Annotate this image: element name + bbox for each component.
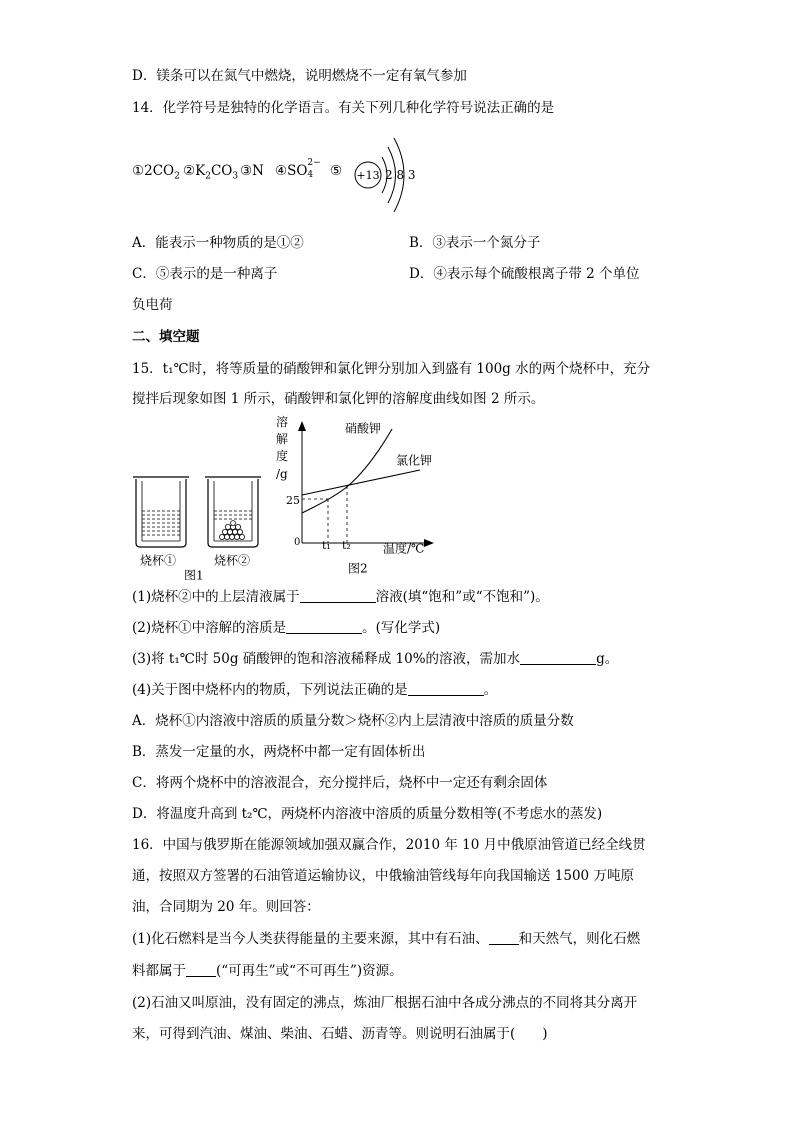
q15-option-d: D．将温度升高到 t₂℃，两烧杯内溶液中溶质的质量分数相等(不考虑水的蒸发) [132, 806, 603, 822]
answer-blank-6[interactable] [186, 963, 216, 977]
beaker-1-label: 烧杯① [140, 553, 177, 568]
answer-blank-2[interactable] [286, 620, 362, 634]
q15-stem-line2: 搅拌后现象如图 1 所示，硝酸钾和氯化钾的溶解度曲线如图 2 所示。 [132, 391, 545, 407]
kcl-curve-label: 氯化钾 [396, 453, 433, 468]
q16-part1-line2: 料都属于 (“可再生”或“不可再生”)资源。 [132, 963, 403, 979]
symbol-so4: ④SO 2− 4 [275, 158, 321, 180]
q14-option-b: B．③表示一个氮分子 [409, 235, 541, 251]
q14-option-c: C．⑤表示的是一种离子 [132, 266, 278, 282]
q14-option-a: A．能表示一种物质的是①② [132, 235, 304, 251]
answer-blank-1[interactable] [300, 589, 376, 603]
section-title-fill-in: 二、填空题 [132, 329, 200, 345]
figure-1-caption: 图1 [184, 568, 204, 580]
q15-part3: (3)将 t₁℃时 50g 硝酸钾的饱和溶液稀释成 10%的溶液，需加水 g。 [132, 651, 619, 667]
q16-stem-line1: 16．中国与俄罗斯在能源领域加强双赢合作，2010 年 10 月中俄原油管道已经全线贯 [132, 837, 646, 853]
beaker-2-label: 烧杯② [214, 553, 251, 568]
nucleus-charge: +13 [356, 169, 380, 182]
y-tick-25: 25 [286, 493, 300, 507]
electron-counts: 2 8 3 [385, 168, 416, 182]
symbol-n: ③N [240, 163, 264, 179]
y-axis-label-3: 度 [276, 448, 289, 463]
aluminum-atom-structure-diagram [350, 130, 430, 220]
q16-part1-line1: (1)化石燃料是当今人类获得能量的主要来源，其中有石油、 和天然气，则化石燃 [132, 931, 641, 947]
answer-blank-3[interactable] [520, 651, 596, 665]
q15-part1: (1)烧杯②中的上层清液属于 溶液(填“饱和”或“不饱和”)。 [132, 589, 549, 605]
q14-option-d: D．④表示每个硫酸根离子带 2 个单位 [409, 266, 640, 282]
y-axis-arrow-icon [298, 421, 306, 431]
x-tick-t1: t₁ [322, 538, 331, 552]
answer-blank-4[interactable] [408, 682, 484, 696]
symbol-2co2: $①2CO_2$ [132, 163, 180, 182]
q15-option-b: B．蒸发一定量的水，两烧杯中都一定有固体析出 [132, 744, 426, 760]
symbol-5-label: ⑤ [330, 163, 343, 179]
x-axis-label: 温度/℃ [383, 541, 425, 556]
q15-option-c: C．将两个烧杯中的溶液混合，充分搅拌后，烧杯中一定还有剩余固体 [132, 775, 548, 791]
origin-label: 0 [294, 537, 301, 548]
undissolved-solid-icon [219, 521, 244, 540]
q15-part2: (2)烧杯①中溶解的溶质是 。(写化学式) [132, 620, 441, 636]
q15-option-a: A．烧杯①内溶液中溶质的质量分数＞烧杯②内上层清液中溶质的质量分数 [132, 713, 574, 729]
beaker-2 [205, 477, 261, 547]
symbol-k2co3: $②K_2CO_3$ [183, 163, 239, 182]
kno3-curve-label: 硝酸钾 [345, 421, 382, 436]
y-axis-label-1: 溶 [276, 415, 289, 429]
answer-blank-5[interactable] [489, 931, 519, 945]
x-axis-arrow-icon [424, 539, 434, 547]
q15-stem-line1: 15．t₁℃时，将等质量的硝酸钾和氯化钾分别加入到盛有 100g 水的两个烧杯中，充分 [132, 361, 651, 377]
y-axis-label-4: /g [276, 466, 288, 481]
y-axis-label-2: 解 [276, 431, 289, 446]
x-tick-t2: t₂ [342, 538, 351, 552]
beaker-1 [133, 477, 189, 547]
q16-stem-line2: 通，按照双方签署的石油管道运输协议，中俄输油管线每年向我国输送 1500 万吨原 [132, 868, 634, 884]
q16-part2-line1: (2)石油又叫原油，没有固定的沸点，炼油厂根据石油中各成分沸点的不同将其分离开 [132, 995, 638, 1011]
solubility-chart [298, 421, 434, 547]
q16-stem-line3: 油，合同期为 20 年。则回答： [132, 899, 320, 915]
q14-option-d-continued: 负电荷 [132, 297, 173, 313]
q16-part2-line2: 来，可得到汽油、煤油、柴油、石蜡、沥青等。则说明石油属于( ) [132, 1026, 548, 1042]
q14-stem: 14．化学符号是独特的化学语言。有关下列几种化学符号说法正确的是 [132, 100, 555, 116]
q15-part4: (4)关于图中烧杯内的物质，下列说法正确的是 。 [132, 682, 498, 698]
q13-option-d: D．镁条可以在氮气中燃烧，说明燃烧不一定有氧气参加 [132, 68, 467, 84]
q15-figure [130, 415, 450, 580]
figure-2-caption: 图2 [348, 561, 368, 576]
